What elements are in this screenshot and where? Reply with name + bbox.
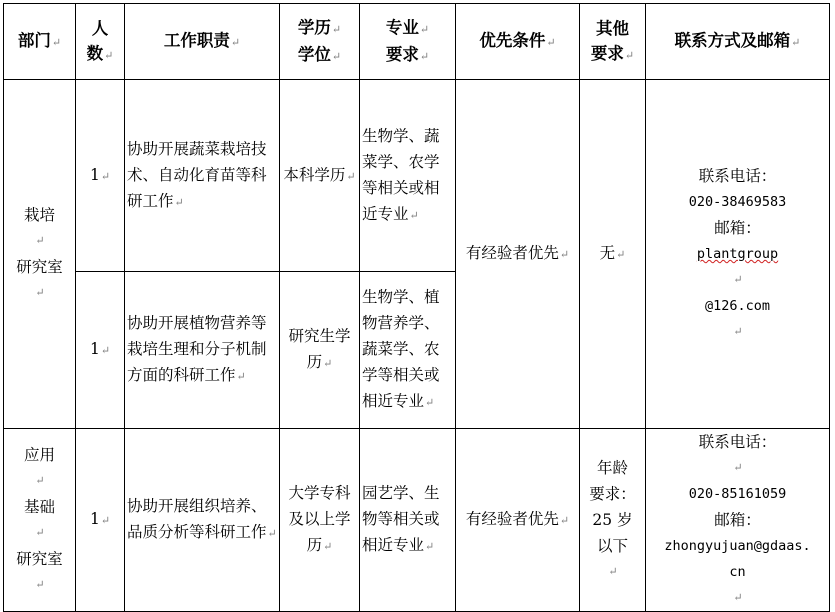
cell-count: 1↵: [76, 429, 125, 612]
header-count: 人 数↵: [76, 4, 125, 80]
cell-duties: 协助开展蔬菜栽培技术、自动化育苗等科研工作↵: [125, 80, 280, 272]
header-degree: 学历↵ 学位↵: [280, 4, 360, 80]
cell-other: 年龄 要求： 25 岁 以下 ↵: [580, 429, 646, 612]
cell-dept: 栽培 ↵ 研究室 ↵: [4, 80, 76, 429]
header-row: [4, 4, 830, 80]
cell-count: 1↵: [76, 272, 125, 429]
cell-preferred: 有经验者优先↵: [456, 80, 580, 429]
cell-duties: 协助开展组织培养、品质分析等科研工作↵: [125, 429, 280, 612]
recruitment-table: [3, 3, 830, 612]
header-other: 其他 要求↵: [580, 4, 646, 80]
cell-contact: 联系电话： 020-38469583 邮箱： plantgroup ↵ @126.com ↵: [646, 80, 830, 429]
cell-degree: 研究生学历↵: [280, 272, 360, 429]
cell-duties: 协助开展植物营养等栽培生理和分子机制方面的科研工作↵: [125, 272, 280, 429]
cell-dept: 应用 ↵ 基础 ↵ 研究室 ↵: [4, 429, 76, 612]
header-dept: 部门↵: [4, 4, 76, 80]
cell-major: 生物学、蔬菜学、农学等相关或相近专业↵: [360, 80, 456, 272]
header-contact: 联系方式及邮箱↵: [646, 4, 830, 80]
header-major: 专业↵ 要求↵: [360, 4, 456, 80]
cell-other: 无↵: [580, 80, 646, 429]
cell-degree: 大学专科及以上学历↵: [280, 429, 360, 612]
header-preferred: 优先条件↵: [456, 4, 580, 80]
table-row: [4, 80, 830, 272]
cell-count: 1↵: [76, 80, 125, 272]
table-row: [4, 429, 830, 612]
cell-major: 园艺学、生物等相关或相近专业↵: [360, 429, 456, 612]
cell-preferred: 有经验者优先↵: [456, 429, 580, 612]
header-duties: 工作职责↵: [125, 4, 280, 80]
cell-contact: 联系电话： ↵ 020-85161059 邮箱： zhongyujuan@gdaas. cn ↵: [646, 429, 830, 612]
cell-major: 生物学、植物营养学、蔬菜学、农学等相关或相近专业↵: [360, 272, 456, 429]
cell-degree: 本科学历↵: [280, 80, 360, 272]
